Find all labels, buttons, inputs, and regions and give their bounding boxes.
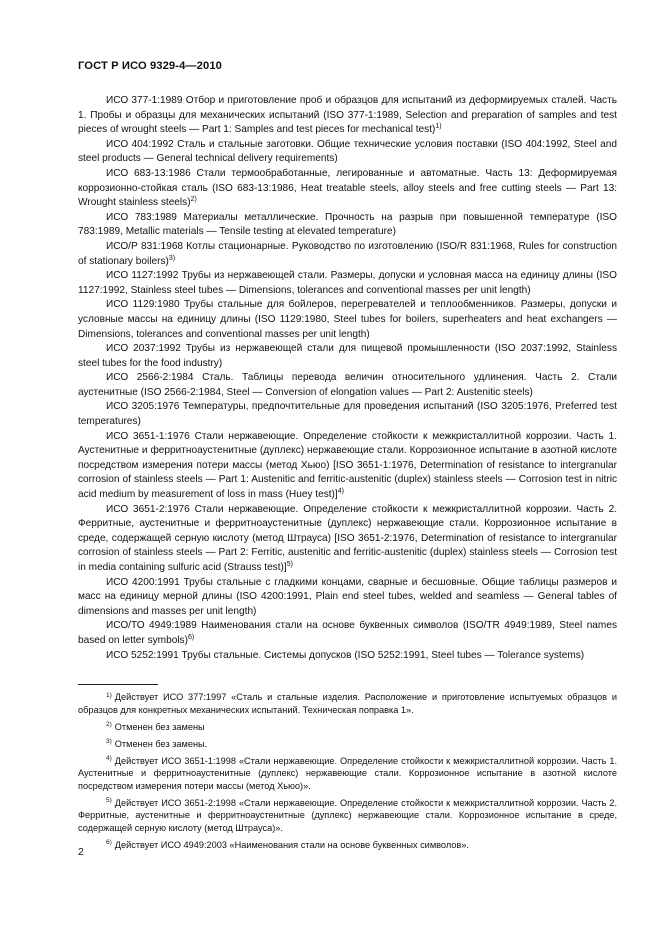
footnote-number: 3) bbox=[106, 738, 112, 746]
reference-text: ИСО 3205:1976 Температуры, предпочтительные для проведения испытаний (ISO 3205:1976, Preferred test temperatures) bbox=[78, 401, 617, 428]
reference-item bbox=[78, 619, 617, 648]
footnote-number: 5) bbox=[106, 797, 112, 805]
footnote-text: Отменен без замены bbox=[114, 721, 205, 732]
footnote-marker: 4) bbox=[337, 488, 344, 496]
reference-text: ИСО 1127:1992 Трубы из нержавеющей стали. Размеры, допуски и условная масса на единицу длины (ISO 1127:1992, Stainless steel tubes — Dimensions, tolerances and conventional masses per unit length) bbox=[78, 270, 617, 296]
footnote-text: Действует ИСО 377:1997 «Сталь и стальные изделия. Расположение и приготовление испытуемых образцов и образцов для конкретных механических испытаний. Техническая поправка 1». bbox=[78, 692, 617, 715]
document-header: ГОСТ Р ИСО 9329-4—2010 bbox=[78, 60, 222, 72]
reference-item bbox=[78, 269, 617, 298]
normative-references bbox=[78, 94, 617, 663]
footnote-item bbox=[78, 839, 617, 852]
reference-item bbox=[78, 649, 617, 664]
reference-text: ИСО 683-13:1986 Стали термообработанные, легированные и автоматные. Часть 13: Деформируемая коррозионно-стойкая сталь (ISO 683-13:1986, Heat treatable steels, alloy steels and free cutting steels — Part 13: Wrought stainless steels) bbox=[78, 167, 617, 209]
reference-item bbox=[78, 576, 617, 620]
reference-item bbox=[78, 503, 617, 576]
reference-text: ИСО 783:1989 Материалы металлические. Прочность на разрыв при повышенной температуре (ISO 783:1989, Metallic materials — Tensile testing at elevated temperature) bbox=[78, 211, 617, 238]
footnote-text: Отменен без замены. bbox=[114, 738, 208, 749]
footnote-number: 1) bbox=[106, 691, 112, 699]
reference-item bbox=[78, 94, 617, 138]
reference-item bbox=[78, 342, 617, 371]
footnote-number: 2) bbox=[106, 721, 112, 729]
reference-text: ИСО/Р 831:1968 Котлы стационарные. Руководство по изготовлению (ISO/R 831:1968, Rules for construction of stationary boilers) bbox=[78, 240, 617, 267]
reference-text: ИСО 404:1992 Сталь и стальные заготовки. Общие технические условия поставки (ISO 404:1992, Steel and steel products — General technical delivery requirements) bbox=[78, 138, 617, 165]
footnote-marker: 3) bbox=[168, 254, 176, 262]
footnote-marker: 2) bbox=[190, 196, 197, 204]
reference-text: ИСО/ТО 4949:1989 Наименования стали на основе буквенных символов (ISO/TR 4949:1989, Steel names based on letter symbols) bbox=[78, 620, 617, 646]
footnote-item bbox=[78, 738, 617, 751]
footnote-item bbox=[78, 721, 617, 734]
reference-text: ИСО 4200:1991 Трубы стальные с гладкими концами, сварные и бесшовные. Общие таблицы размеров и масс на единицу мерной длины (ISO 4200:1991, Plain end steel tubes, welded and seamless — General tables of dimensions and masses per unit length) bbox=[78, 576, 617, 617]
reference-text: ИСО 2037:1992 Трубы из нержавеющей стали для пищевой промышленности (ISO 2037:1992, Stainless steel tubes for the food industry) bbox=[78, 343, 617, 369]
reference-item bbox=[78, 371, 617, 400]
footnote-item bbox=[78, 691, 617, 716]
reference-text: ИСО 2566-2:1984 Сталь. Таблицы перевода величин относительного удлинения. Часть 2. Стали аустенитные (ISO 2566-2:1984, Steel — Conversion of elongation values — Part 2: Austenitic steels) bbox=[78, 372, 617, 398]
footnote-item bbox=[78, 797, 617, 835]
reference-text: ИСО 377-1:1989 Отбор и приготовление проб и образцов для испытаний из деформируемых сталей. Часть 1. Пробы и образцы для механических испытаний (ISO 377-1:1989, Selection and preparation of samples and test pieces of wrought steels — Part 1: Samples and test pieces for mechanical test) bbox=[78, 95, 617, 136]
footnote-text: Действует ИСО 3651-1:1998 «Стали нержавеющие. Определение стойкости к межкристаллитной коррозии. Часть 1. Аустенитные и ферритноаустенитные (дуплекс) нержавеющие стали. Коррозионное испытание в азотной кислоте посредством измерения потери массы (метод Хьюо)». bbox=[78, 755, 617, 791]
footnote-text: Действует ИСО 3651-2:1998 «Стали нержавеющие. Определение стойкости к межкристаллитной коррозии. Часть 2. Ферритные, аустенитные и ферритноаустенитные (дуплекс) нержавеющие стали. Коррозионное испытание в среде, содержащей серную кислоту (метод Штрауса)». bbox=[78, 797, 617, 833]
reference-item bbox=[78, 240, 617, 269]
footnote-number: 6) bbox=[106, 839, 112, 847]
reference-item bbox=[78, 138, 617, 167]
reference-item bbox=[78, 298, 617, 342]
reference-text: ИСО 5252:1991 Трубы стальные. Системы допусков (ISO 5252:1991, Steel tubes — Tolerance systems) bbox=[106, 649, 585, 661]
footnote-separator bbox=[78, 684, 158, 685]
footnote-marker: 5) bbox=[286, 561, 293, 568]
footnote-marker: 6) bbox=[187, 633, 195, 641]
reference-text: ИСО 3651-1:1976 Стали нержавеющие. Определение стойкости к межкристаллитной коррозии. Часть 1. Аустенитные и ферритноаустенитные (дуплекс) нержавеющие стали. Коррозионное испытание в азотной кислоте посредством измерения потери массы (метод Хьюо) [ISO 3651-1:1976, Determination of resistance to intergranular corrosion of stainless steels — Part 1: Austenitic and ferritic-austenitic (duplex) stainless steels — Corrosion test in nitric acid medium by measurement of loss in mass (Huey test)] bbox=[78, 430, 617, 501]
reference-item bbox=[78, 430, 617, 503]
page-number: 2 bbox=[78, 846, 84, 858]
footnote-number: 4) bbox=[106, 755, 112, 763]
footnote-marker: 1) bbox=[435, 123, 442, 131]
reference-item bbox=[78, 400, 617, 429]
reference-item bbox=[78, 167, 617, 211]
footnote-text: Действует ИСО 4949:2003 «Наименования стали на основе буквенных символов». bbox=[114, 839, 469, 850]
footnote-item bbox=[78, 755, 617, 793]
footnotes bbox=[78, 691, 617, 856]
reference-text: ИСО 1129:1980 Трубы стальные для бойлеров, перегревателей и теплообменников. Размеры, допуски и условные массы на единицу длины (ISO 1129:1980, Steel tubes for boilers, superheaters and heat exchangers — Dimensions, tolerances and conventional masses per unit length) bbox=[78, 299, 617, 340]
reference-text: ИСО 3651-2:1976 Стали нержавеющие. Определение стойкости к межкристаллитной коррозии. Часть 2. Ферритные, аустенитные и ферритноаустенитные (дуплекс) нержавеющие стали. Коррозионное испытание в среде, содержащей серную кислоту (метод Штрауса) [ISO 3651-2:1976, Determination of resistance to intergranular corrosion of stainless steels — Part 2: Ferritic, austenitic and ferritic-austenitic (duplex) stainless steels — Corrosion test in media containing sulfuric acid (Strauss test)] bbox=[78, 503, 617, 573]
reference-item bbox=[78, 211, 617, 240]
